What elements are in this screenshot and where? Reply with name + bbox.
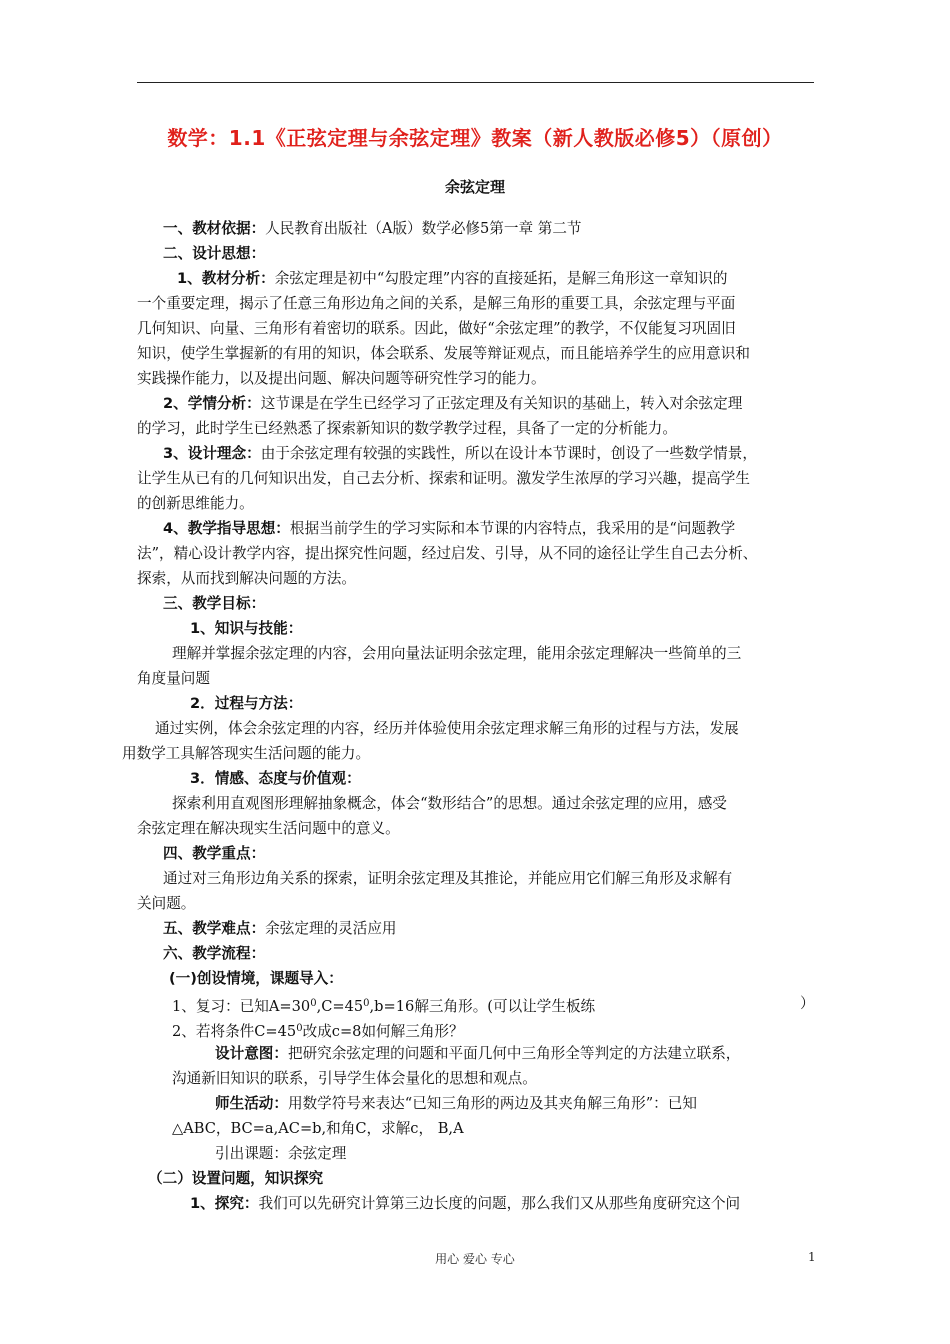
para-line: 实践操作能力，以及提出问题、解决问题等研究性学习的能力。: [137, 370, 546, 387]
goal-line: 余弦定理在解决现实生活问题中的意义。: [137, 820, 400, 837]
document-title: 数学：1.1《正弦定理与余弦定理》教案（新人教版必修5）（原创）: [167, 126, 783, 150]
para-line: 一个重要定理，揭示了任意三角形边角之间的关系，是解三角形的重要工具，余弦定理与平面: [137, 295, 736, 312]
key-points-line: 关问题。: [137, 895, 196, 912]
page-footer: 用心 爱心 专心: [435, 1252, 515, 1266]
goal-process-heading: 2．过程与方法：: [190, 695, 303, 712]
section-goals-heading: 三、教学目标：: [163, 595, 266, 612]
goal-attitude-heading: 3．情感、态度与价值观：: [190, 770, 361, 787]
section-flow-heading: 六、教学流程：: [163, 945, 266, 962]
topic-intro: 引出课题：余弦定理: [215, 1145, 347, 1162]
para-line: 的学习，此时学生已经熟悉了探索新知识的数学教学过程，具备了一定的分析能力。: [137, 420, 677, 437]
teacher-student-activity: 师生活动：用数学符号来表达“已知三角形的两边及其夹角解三角形”：已知: [215, 1095, 697, 1112]
goal-line: 探索利用直观图形理解抽象概念，体会“数形结合”的思想。通过余弦定理的应用，感受: [172, 795, 727, 812]
section-difficulty: 五、教学难点：余弦定理的灵活应用: [163, 920, 397, 937]
goal-line: 通过实例，体会余弦定理的内容，经历并体验使用余弦定理求解三角形的过程与方法，发展: [155, 720, 739, 737]
design-intent: 设计意图：把研究余弦定理的问题和平面几何中三角形全等判定的方法建立联系，: [215, 1045, 741, 1062]
para-student-analysis: 2、学情分析：这节课是在学生已经学习了正弦定理及有关知识的基础上，转入对余弦定理: [163, 395, 743, 412]
para-line: 让学生从已有的几何知识出发，自己去分析、探索和证明。激发学生浓厚的学习兴趣，提高学生: [137, 470, 750, 487]
goal-line: 角度量问题: [137, 670, 210, 687]
explore-line: 1、探究：我们可以先研究计算第三边长度的问题，那么我们又从那些角度研究这个问: [190, 1195, 741, 1212]
para-textbook-analysis: 1、教材分析：余弦定理是初中“勾股定理”内容的直接延拓，是解三角形这一章知识的: [177, 270, 728, 287]
goal-line: 理解并掌握余弦定理的内容，会用向量法证明余弦定理，能用余弦定理解决一些简单的三: [172, 645, 742, 662]
header-rule: [137, 82, 814, 83]
para-line: 几何知识、向量、三角形有着密切的联系。因此，做好“余弦定理”的教学，不仅能复习巩固旧: [137, 320, 736, 337]
activity-line: △ABC，BC=a,AC=b,和角C，求解c， B,A: [172, 1120, 464, 1137]
para-teaching-guideline: 4、教学指导思想：根据当前学生的学习实际和本节课的内容特点，我采用的是“问题教学: [163, 520, 736, 537]
para-line: 知识，使学生掌握新的有用的知识，体会联系、发展等辩证观点，而且能培养学生的应用意识和: [137, 345, 750, 362]
para-line: 法”，精心设计教学内容，提出探究性问题，经过启发、引导，从不同的途径让学生自己去分析、: [137, 545, 758, 562]
question-2: 2、若将条件$C=45^0$改成c=8如何解三角形？: [172, 1023, 464, 1040]
para-line: 探索，从而找到解决问题的方法。: [137, 570, 356, 587]
section-design-heading: 二、设计思想：: [163, 245, 266, 262]
goal-knowledge-heading: 1、知识与技能：: [190, 620, 303, 637]
flow-step-1-heading: (一)创设情境，课题导入：: [169, 970, 343, 987]
closing-paren: ）: [800, 995, 815, 1012]
section-basis: 一、教材依据：人民教育出版社（A版）数学必修5第一章 第二节: [163, 220, 582, 237]
para-design-concept: 3、设计理念：由于余弦定理有较强的实践性，所以在设计本节课时，创设了一些数学情景，: [163, 445, 757, 462]
design-intent-line: 沟通新旧知识的联系，引导学生体会量化的思想和观点。: [172, 1070, 537, 1087]
para-line: 的创新思维能力。: [137, 495, 254, 512]
page-number: 1: [808, 1250, 816, 1264]
key-points-line: 通过对三角形边角关系的探索，证明余弦定理及其推论，并能应用它们解三角形及求解有: [163, 870, 733, 887]
goal-line: 用数学工具解答现实生活问题的能力。: [122, 745, 371, 762]
flow-step-2-heading: （二）设置问题，知识探究: [148, 1170, 324, 1187]
question-1: 1、复习：已知$A=30^0,C=45^0,b=16$解三角形。(可以让学生板练: [172, 998, 596, 1015]
document-subtitle: 余弦定理: [444, 178, 505, 196]
section-key-points-heading: 四、教学重点：: [163, 845, 266, 862]
